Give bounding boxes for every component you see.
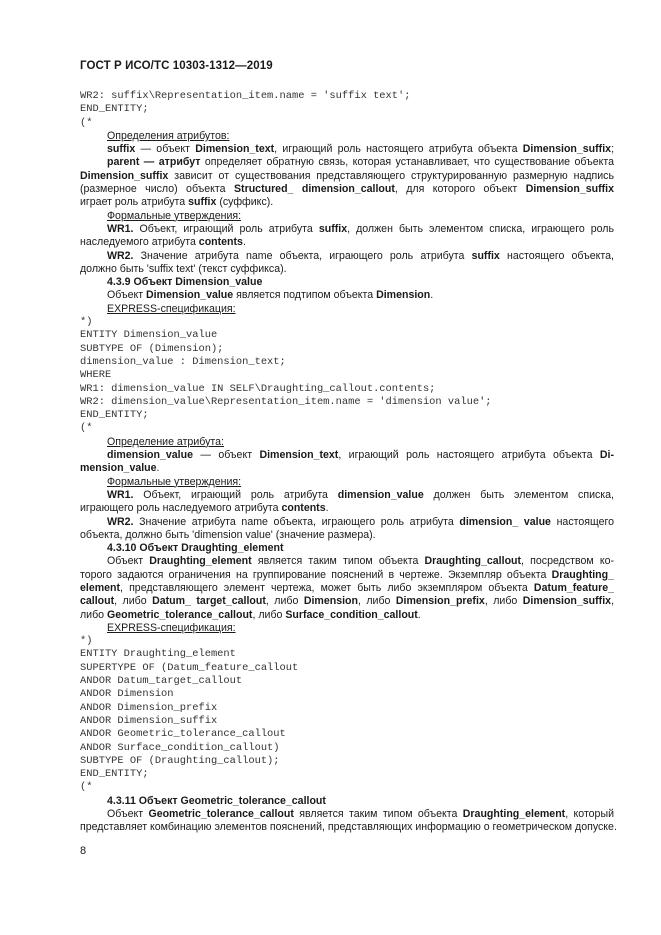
- paragraph-line: element, представляющего элемент чертежа, может быть либо экземпляром объекта Datum_feature_: [80, 581, 614, 594]
- code-line: END_ENTITY;: [80, 409, 149, 422]
- paragraph-line: mension_value.: [80, 462, 160, 475]
- paragraph-line: объекта, должно быть 'dimension value' (значение размера).: [80, 528, 376, 541]
- section-heading: 4.3.11 Объект Geometric_tolerance_callout: [107, 794, 326, 807]
- code-line: WR1: dimension_value IN SELF\Draughting_callout.contents;: [80, 382, 436, 395]
- code-line: WR2: suffix\Representation_item.name = 'suffix text';: [80, 90, 411, 102]
- code-line: *): [80, 316, 93, 329]
- code-line: END_ENTITY;: [80, 768, 149, 781]
- wr1-statement: WR1. Объект, играющий роль атрибута dimension_value должен быть элементом списка,: [107, 488, 614, 501]
- code-line: END_ENTITY;: [80, 103, 149, 116]
- paragraph-line: наследуемого атрибута contents.: [80, 236, 246, 249]
- code-line: dimension_value : Dimension_text;: [80, 355, 286, 368]
- code-line: ANDOR Dimension_suffix: [80, 714, 218, 727]
- document-header: ГОСТ Р ИСО/ТС 10303-1312—2019: [80, 60, 273, 72]
- paragraph-line: либо Geometric_tolerance_callout, либо Surface_condition_callout.: [80, 608, 421, 621]
- code-line: ANDOR Dimension: [80, 688, 174, 701]
- paragraph-line: должно быть 'suffix text' (текст суффикса).: [80, 262, 287, 275]
- paragraph-line: играет роль атрибута suffix (суффикс).: [80, 196, 274, 209]
- formal-statements-heading: Формальные утверждения:: [107, 209, 242, 222]
- paragraph-line: представляет комбинацию элементов пояснений, представляющих информацию о геометрическом допуске.: [80, 821, 617, 834]
- code-line: ANDOR Surface_condition_callout): [80, 741, 280, 754]
- paragraph-line: callout, либо Datum_ target_callout, либо Dimension, либо Dimension_prefix, либо Dimension_suffix,: [80, 595, 615, 608]
- code-line: WHERE: [80, 369, 112, 382]
- code-line: WR2: dimension_value\Representation_item.name = 'dimension value';: [80, 395, 492, 408]
- wr2-statement: WR2. Значение атрибута name объекта, играющего роль атрибута dimension_ value настоящего: [107, 515, 614, 528]
- wr1-statement: WR1. Объект, играющий роль атрибута suffix, должен быть элементом списка, играющего роль: [107, 222, 614, 235]
- paragraph-line: Объект Dimension_value является подтипом объекта Dimension.: [107, 289, 434, 302]
- section-heading: 4.3.10 Объект Draughting_element: [107, 542, 284, 555]
- paragraph-line: играющего роль наследуемого атрибута contents.: [80, 502, 329, 515]
- code-line: ENTITY Draughting_element: [80, 648, 236, 661]
- code-line: ANDOR Dimension_prefix: [80, 701, 218, 714]
- code-line: SUBTYPE OF (Draughting_callout);: [80, 754, 280, 767]
- paragraph-line: (размерное число) объекта Structured_ dimension_callout, для которого объект Dimension_suffix: [80, 183, 614, 196]
- code-line: (*: [80, 422, 93, 435]
- code-line: ANDOR Geometric_tolerance_callout: [80, 728, 286, 741]
- dimension-value-definition: dimension_value — объект Dimension_text, играющий роль настоящего атрибута объекта Di-: [107, 449, 614, 462]
- code-line: (*: [80, 116, 93, 129]
- code-line: SUPERTYPE OF (Datum_feature_callout: [80, 661, 299, 674]
- page-number: 8: [80, 845, 87, 857]
- attribute-definitions-heading: Определения атрибутов:: [107, 129, 230, 142]
- code-line: *): [80, 635, 93, 648]
- code-line: (*: [80, 781, 93, 794]
- section-heading: 4.3.9 Объект Dimension_value: [107, 276, 263, 289]
- paragraph-line: Объект Draughting_element является таким типом объекта Draughting_callout, посредством ко-: [107, 555, 614, 568]
- page-content: [80, 90, 617, 835]
- parent-definition: parent — атрибут определяет обратную связь, которая устанавливает, что существование объекта: [107, 156, 614, 169]
- paragraph-line: Dimension_suffix зависит от существования представляющего структурированную размерную надпись: [80, 169, 614, 182]
- express-heading: EXPRESS-спецификация:: [107, 302, 236, 315]
- code-line: ANDOR Datum_target_callout: [80, 675, 243, 688]
- paragraph-line: Объект Geometric_tolerance_callout является таким типом объекта Draughting_element, который: [107, 808, 614, 821]
- attribute-definition-heading: Определение атрибута:: [107, 435, 224, 448]
- formal-statements-heading: Формальные утверждения:: [107, 475, 242, 488]
- paragraph-line: торого задаются ограничения на группирование пояснений в чертеже. Экземпляр объекта Draughting_: [80, 568, 614, 581]
- code-line: ENTITY Dimension_value: [80, 329, 218, 342]
- code-line: SUBTYPE OF (Dimension);: [80, 342, 224, 355]
- wr2-statement: WR2. Значение атрибута name объекта, играющего роль атрибута suffix настоящего объекта,: [107, 249, 614, 262]
- express-heading: EXPRESS-спецификация:: [107, 621, 236, 634]
- suffix-definition: suffix — объект Dimension_text, играющий роль настоящего атрибута объекта Dimension_suffix;: [107, 143, 615, 156]
